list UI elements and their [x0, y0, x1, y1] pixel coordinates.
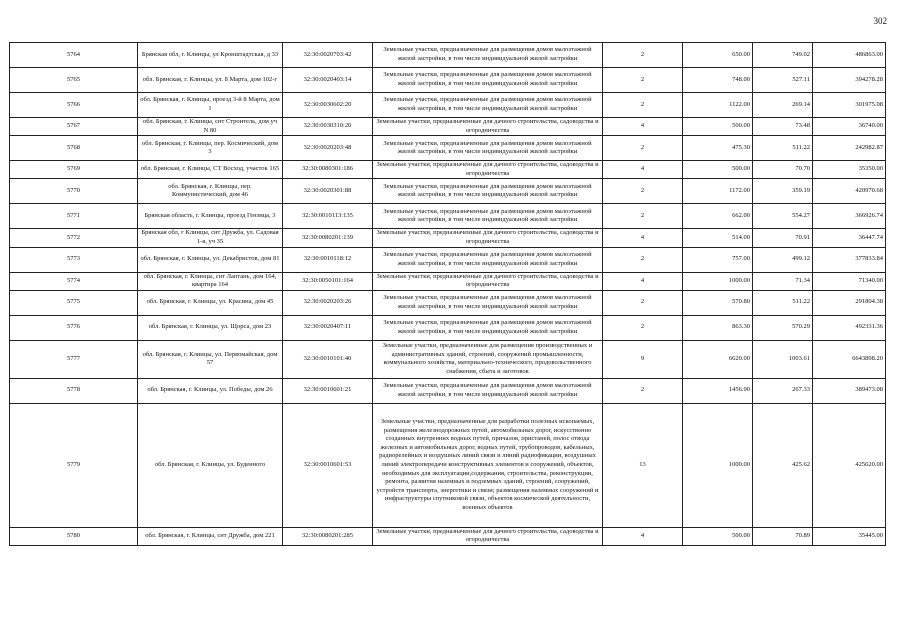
unit-price-cell: 71.34 [753, 272, 813, 290]
row-number-cell: 5764 [10, 43, 138, 68]
cadastral-value-cell: 420970.68 [813, 179, 886, 204]
cadastral-number-cell: 32:30:0020203:26 [283, 290, 373, 315]
cadastral-number-cell: 32:30:0020203:48 [283, 136, 373, 161]
cadastral-number-cell: 32:30:0010101:40 [283, 340, 373, 378]
cadastral-number-cell: 32:30:0020407:11 [283, 315, 373, 340]
row-number-cell: 5770 [10, 179, 138, 204]
cadastral-value-cell: 71340.00 [813, 272, 886, 290]
cadastral-value-cell: 6643898.20 [813, 340, 886, 378]
cadastral-value-cell: 425620.00 [813, 403, 886, 527]
row-number-cell: 5769 [10, 161, 138, 179]
row-number-cell: 5778 [10, 378, 138, 403]
unit-price-cell: 1003.61 [753, 340, 813, 378]
area-cell: 662.00 [683, 204, 753, 229]
cadastral-number-cell: 32:30:0020403:14 [283, 68, 373, 93]
category-cell: 4 [603, 527, 683, 545]
address-cell: обл. Брянская, г. Клинцы, ул. Победы, дом 26 [138, 378, 283, 403]
land-use-cell: Земельные участки, предназначенные для дачного строительства, садоводства и огородничества [373, 118, 603, 136]
unit-price-cell: 359.19 [753, 179, 813, 204]
row-number-cell: 5768 [10, 136, 138, 161]
cadastral-value-cell: 492331.36 [813, 315, 886, 340]
area-cell: 514.00 [683, 229, 753, 247]
row-number-cell: 5779 [10, 403, 138, 527]
area-cell: 500.00 [683, 118, 753, 136]
area-cell: 6620.00 [683, 340, 753, 378]
cadastral-number-cell: 32:30:0020703:42 [283, 43, 373, 68]
cadastral-number-cell: 32:30:0010118:12 [283, 247, 373, 272]
category-cell: 4 [603, 118, 683, 136]
area-cell: 475.30 [683, 136, 753, 161]
cadastral-number-cell: 32:30:0030310:20 [283, 118, 373, 136]
address-cell: обл. Брянская, г. Клинцы, снт Дружба, дом 221 [138, 527, 283, 545]
unit-price-cell: 570.29 [753, 315, 813, 340]
row-number-cell: 5767 [10, 118, 138, 136]
area-cell: 863.30 [683, 315, 753, 340]
category-cell: 4 [603, 161, 683, 179]
category-cell: 2 [603, 290, 683, 315]
table-row [10, 204, 886, 229]
address-cell: обл. Брянская, г. Клинцы, ул. Щорса, дом 23 [138, 315, 283, 340]
unit-price-cell: 267.33 [753, 378, 813, 403]
row-number-cell: 5773 [10, 247, 138, 272]
area-cell: 757.00 [683, 247, 753, 272]
category-cell: 2 [603, 68, 683, 93]
category-cell: 13 [603, 403, 683, 527]
category-cell: 2 [603, 136, 683, 161]
address-cell: Брянская обл, г. Клинцы, ул Кронштадтская, д 33 [138, 43, 283, 68]
unit-price-cell: 554.27 [753, 204, 813, 229]
cadastral-number-cell: 32:30:0080301:186 [283, 161, 373, 179]
cadastral-value-cell: 377833.84 [813, 247, 886, 272]
address-cell: обл. Брянская, г. Клинцы, ул. Первомайская, дом 57 [138, 340, 283, 378]
address-cell: обл. Брянская, г. Клинцы, проезд 3-й 8 Марта, дом 1 [138, 93, 283, 118]
table-row [10, 229, 886, 247]
table-row [10, 527, 886, 545]
row-number-cell: 5772 [10, 229, 138, 247]
unit-price-cell: 70.70 [753, 161, 813, 179]
row-number-cell: 5780 [10, 527, 138, 545]
page-number: 302 [873, 16, 887, 26]
cadastral-number-cell: 32:30:0080201:139 [283, 229, 373, 247]
land-use-cell: Земельные участки, предназначенные для дачного строительства, садоводства и огородничества [373, 229, 603, 247]
unit-price-cell: 425.62 [753, 403, 813, 527]
area-cell: 1000.00 [683, 403, 753, 527]
category-cell: 2 [603, 179, 683, 204]
cadastral-value-cell: 394278.28 [813, 68, 886, 93]
table-row [10, 315, 886, 340]
category-cell: 9 [603, 340, 683, 378]
unit-price-cell: 511.22 [753, 136, 813, 161]
address-cell: Брянская область, г. Клинцы, проезд Гензица, 3 [138, 204, 283, 229]
cadastral-value-cell: 291804.38 [813, 290, 886, 315]
cadastral-value-cell: 242982.87 [813, 136, 886, 161]
land-use-cell: Земельные участки, предназначенные для разработки полезных ископаемых, размещения железнодорожных путей, автомобильных дорог, искусственно созданных внутренних водных путей, причалов, пристаней, полос отвода железных и автомобильных дорог, водных путей, трубопроводов, кабельных, радиорелейных и воздушных линий связи и линий радиофикации, воздушных линий электропередачи конструктивных элементов и сооружений, объектов, необходимых для эксплуатации,содержания, строительства, реконструкции, ремонта, развития наземных и подземных зданий, строений, сооружений, устройств транспорта, энергетики и связи; размещения наземных сооружений и инфраструктуры спутниковой связи, объектов космической деятельности, военных объектов [373, 403, 603, 527]
area-cell: 1000.00 [683, 272, 753, 290]
address-cell: обл. Брянская, г. Клинцы, ул. Декабристов, дом 81 [138, 247, 283, 272]
address-cell: обл. Брянская, г. Клинцы, пер. Коммунистический, дом 46 [138, 179, 283, 204]
category-cell: 4 [603, 229, 683, 247]
cadastral-value-cell: 36447.74 [813, 229, 886, 247]
table-body [10, 43, 886, 546]
land-use-cell: Земельные участки, предназначенные для дачного строительства, садоводства и огородничества [373, 527, 603, 545]
address-cell: обл. Брянская, г. Клинцы, снт Лаптань, дом 164, квартира 164 [138, 272, 283, 290]
table-row [10, 378, 886, 403]
cadastral-number-cell: 32:30:0080201:285 [283, 527, 373, 545]
address-cell: Брянская обл, г Клинцы, снт Дружба, ул. Садовая 1-я, уч 35 [138, 229, 283, 247]
land-use-cell: Земельные участки, предназначенные для дачного строительства, садоводства и огородничества [373, 161, 603, 179]
table-row [10, 68, 886, 93]
land-use-cell: Земельные участки, предназначенные для размещения домов малоэтажной жилой застройки, в том числе индивидуальной жилой застройки [373, 43, 603, 68]
unit-price-cell: 70.89 [753, 527, 813, 545]
land-use-cell: Земельные участки, предназначенные для размещения домов малоэтажной жилой застройки, в том числе индивидуальной жилой застройки [373, 290, 603, 315]
area-cell: 1172.00 [683, 179, 753, 204]
address-cell: обл. Брянская, г. Клинцы, ул. 8 Марта, дом 102-г [138, 68, 283, 93]
table-row [10, 272, 886, 290]
row-number-cell: 5774 [10, 272, 138, 290]
area-cell: 748.00 [683, 68, 753, 93]
table-row [10, 340, 886, 378]
table-row [10, 118, 886, 136]
cadastral-value-cell: 486863.00 [813, 43, 886, 68]
category-cell: 2 [603, 43, 683, 68]
unit-price-cell: 749.02 [753, 43, 813, 68]
area-cell: 570.80 [683, 290, 753, 315]
area-cell: 500.00 [683, 527, 753, 545]
cadastral-value-cell: 35445.00 [813, 527, 886, 545]
cadastral-number-cell: 32:30:0010113:135 [283, 204, 373, 229]
table-row [10, 247, 886, 272]
land-use-cell: Земельные участки, предназначенные для размещения домов малоэтажной жилой застройки, в том числе индивидуальной жилой застройки [373, 378, 603, 403]
cadastral-number-cell: 32:30:0010601:53 [283, 403, 373, 527]
address-cell: обл. Брянская, г. Клинцы, ул. Красина, дом 45 [138, 290, 283, 315]
land-use-cell: Земельные участки, предназначенные для размещения домов малоэтажной жилой застройки, в том числе индивидуальной жилой застройки [373, 68, 603, 93]
unit-price-cell: 511.22 [753, 290, 813, 315]
land-use-cell: Земельные участки, предназначенные для размещения домов малоэтажной жилой застройки, в том числе индивидуальной жилой застройки [373, 136, 603, 161]
category-cell: 2 [603, 378, 683, 403]
category-cell: 4 [603, 272, 683, 290]
row-number-cell: 5777 [10, 340, 138, 378]
land-register-table [9, 42, 886, 546]
land-use-cell: Земельные участки, предназначенные для дачного строительства, садоводства и огородничества [373, 272, 603, 290]
cadastral-number-cell: 32:30:0030602:20 [283, 93, 373, 118]
area-cell: 500.00 [683, 161, 753, 179]
row-number-cell: 5776 [10, 315, 138, 340]
land-use-cell: Земельные участки, предназначенные для размещения домов малоэтажной жилой застройки, в том числе индивидуальной жилой застройки [373, 315, 603, 340]
table-row [10, 43, 886, 68]
unit-price-cell: 527.11 [753, 68, 813, 93]
table-row [10, 403, 886, 527]
category-cell: 2 [603, 315, 683, 340]
row-number-cell: 5765 [10, 68, 138, 93]
area-cell: 650.00 [683, 43, 753, 68]
land-use-cell: Земельные участки, предназначенные для размещения производственных и административных зданий, строений, сооружений промышленности, коммунального хозяйства, материально-технического, продовольственного снабжения, сбыта и заготовок [373, 340, 603, 378]
unit-price-cell: 73.48 [753, 118, 813, 136]
unit-price-cell: 499.12 [753, 247, 813, 272]
table-row [10, 93, 886, 118]
table-row [10, 179, 886, 204]
cadastral-number-cell: 32:30:0020301:88 [283, 179, 373, 204]
table-row [10, 290, 886, 315]
address-cell: обл. Брянская, г. Клинцы, пер. Космический, дом 3 [138, 136, 283, 161]
cadastral-value-cell: 301975.08 [813, 93, 886, 118]
table-row [10, 136, 886, 161]
land-use-cell: Земельные участки, предназначенные для размещения домов малоэтажной жилой застройки, в том числе индивидуальной жилой застройки [373, 247, 603, 272]
category-cell: 2 [603, 247, 683, 272]
area-cell: 1456.90 [683, 378, 753, 403]
row-number-cell: 5775 [10, 290, 138, 315]
land-use-cell: Земельные участки, предназначенные для размещения домов малоэтажной жилой застройки, в том числе индивидуальной жилой застройки [373, 93, 603, 118]
row-number-cell: 5766 [10, 93, 138, 118]
table-row [10, 161, 886, 179]
row-number-cell: 5771 [10, 204, 138, 229]
area-cell: 1122.00 [683, 93, 753, 118]
cadastral-number-cell: 32:30:0050101:164 [283, 272, 373, 290]
land-use-cell: Земельные участки, предназначенные для размещения домов малоэтажной жилой застройки, в том числе индивидуальной жилой застройки [373, 204, 603, 229]
cadastral-value-cell: 35350.00 [813, 161, 886, 179]
land-use-cell: Земельные участки, предназначенные для размещения домов малоэтажной жилой застройки, в том числе индивидуальной жилой застройки [373, 179, 603, 204]
address-cell: обл. Брянская, г. Клинцы, СТ Восход, участок 165 [138, 161, 283, 179]
cadastral-value-cell: 36740.00 [813, 118, 886, 136]
unit-price-cell: 269.14 [753, 93, 813, 118]
category-cell: 2 [603, 93, 683, 118]
unit-price-cell: 70.91 [753, 229, 813, 247]
cadastral-value-cell: 366926.74 [813, 204, 886, 229]
address-cell: обл. Брянская, г. Клинцы, снт Строитель, дом уч N 80 [138, 118, 283, 136]
category-cell: 2 [603, 204, 683, 229]
cadastral-number-cell: 32:30:0010601:21 [283, 378, 373, 403]
address-cell: обл. Брянская, г. Клинцы, ул. Буденного [138, 403, 283, 527]
cadastral-value-cell: 389473.08 [813, 378, 886, 403]
